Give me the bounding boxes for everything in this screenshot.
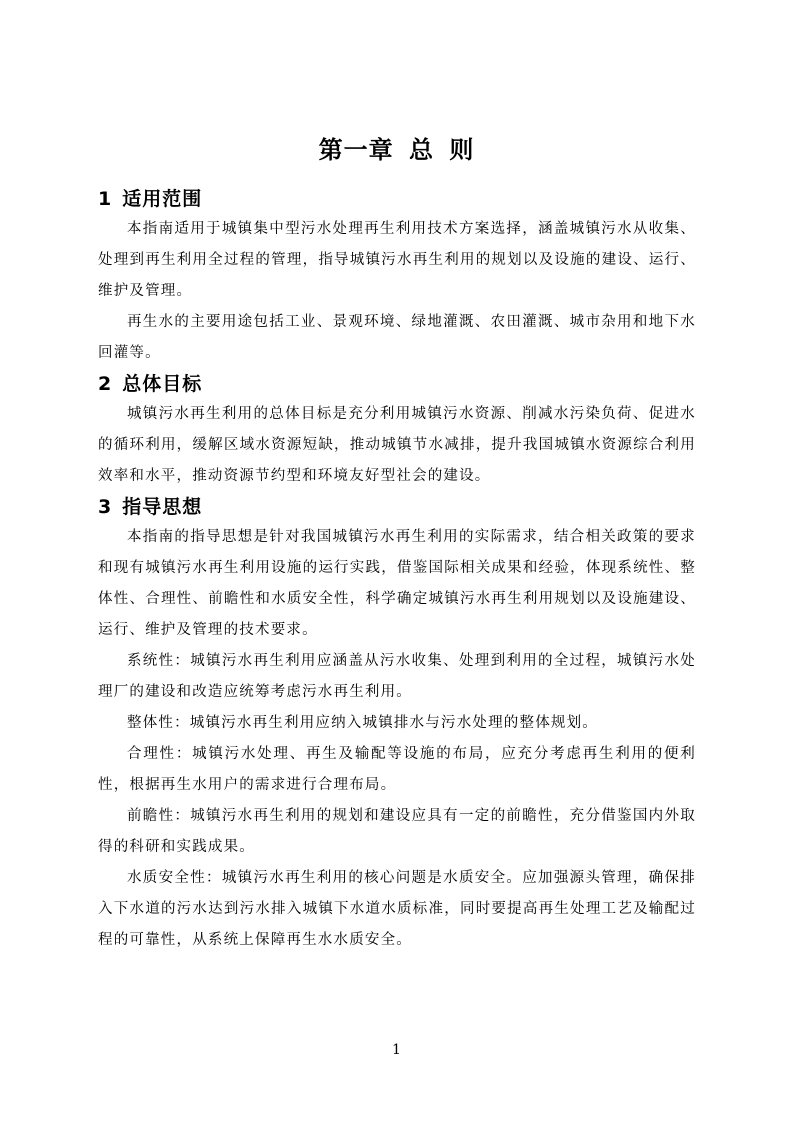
paragraph: 前瞻性：城镇污水再生利用的规划和建设应具有一定的前瞻性，充分借鉴国内外取得的科研和实践成果。 xyxy=(98,808,696,855)
section-goals xyxy=(98,371,696,492)
section-heading xyxy=(98,186,696,212)
paragraph: 合理性：城镇污水处理、再生及输配等设施的布局，应充分考虑再生利用的便利性，根据再生水用户的需求进行合理布局。 xyxy=(98,746,696,793)
paragraph: 水质安全性：城镇污水再生利用的核心问题是水质安全。应加强源头管理，确保排入下水道的污水达到污水排入城镇下水道水质标准，同时要提高再生处理工艺及输配过程的可靠性，从系统上保障再生水水质安全。 xyxy=(98,870,696,948)
paragraph: 城镇污水再生利用的总体目标是充分利用城镇污水资源、削减水污染负荷、促进水的循环利用，缓解区域水资源短缺，推动城镇节水减排，提升我国城镇水资源综合利用效率和水平，推动资源节约型和环境友好型社会的建设。 xyxy=(98,406,696,484)
paragraph: 系统性：城镇污水再生利用应涵盖从污水收集、处理到利用的全过程，城镇污水处理厂的建设和改造应统筹考虑污水再生利用。 xyxy=(98,653,696,700)
paragraph: 本指南的指导思想是针对我国城镇污水再生利用的实际需求，结合相关政策的要求和现有城镇污水再生利用设施的运行实践，借鉴国际相关成果和经验，体现系统性、整体性、合理性、前瞻性和水质安全性，科学确定城镇污水再生利用规划以及设施建设、运行、维护及管理的技术要求。 xyxy=(98,529,696,638)
section-guiding-principles xyxy=(98,494,696,956)
section-scope xyxy=(98,186,696,369)
section-title: 指导思想 xyxy=(122,496,203,518)
section-title: 总体目标 xyxy=(122,373,203,395)
section-number: 2 xyxy=(98,373,113,395)
page-number: 1 xyxy=(392,1042,401,1058)
section-number: 3 xyxy=(98,496,113,518)
chapter-title: 第一章 总 则 xyxy=(318,136,475,164)
paragraph: 再生水的主要用途包括工业、景观环境、绿地灌溉、农田灌溉、城市杂用和地下水回灌等。 xyxy=(98,314,696,361)
section-heading xyxy=(98,494,696,520)
paragraph: 本指南适用于城镇集中型污水处理再生利用技术方案选择，涵盖城镇污水从收集、处理到再生利用全过程的管理，指导城镇污水再生利用的规划以及设施的建设、运行、维护及管理。 xyxy=(98,221,696,299)
paragraph: 整体性：城镇污水再生利用应纳入城镇排水与污水处理的整体规划。 xyxy=(127,715,598,731)
document-body xyxy=(98,186,696,958)
section-title: 适用范围 xyxy=(122,188,203,210)
section-heading xyxy=(98,371,696,397)
section-number: 1 xyxy=(98,188,113,210)
